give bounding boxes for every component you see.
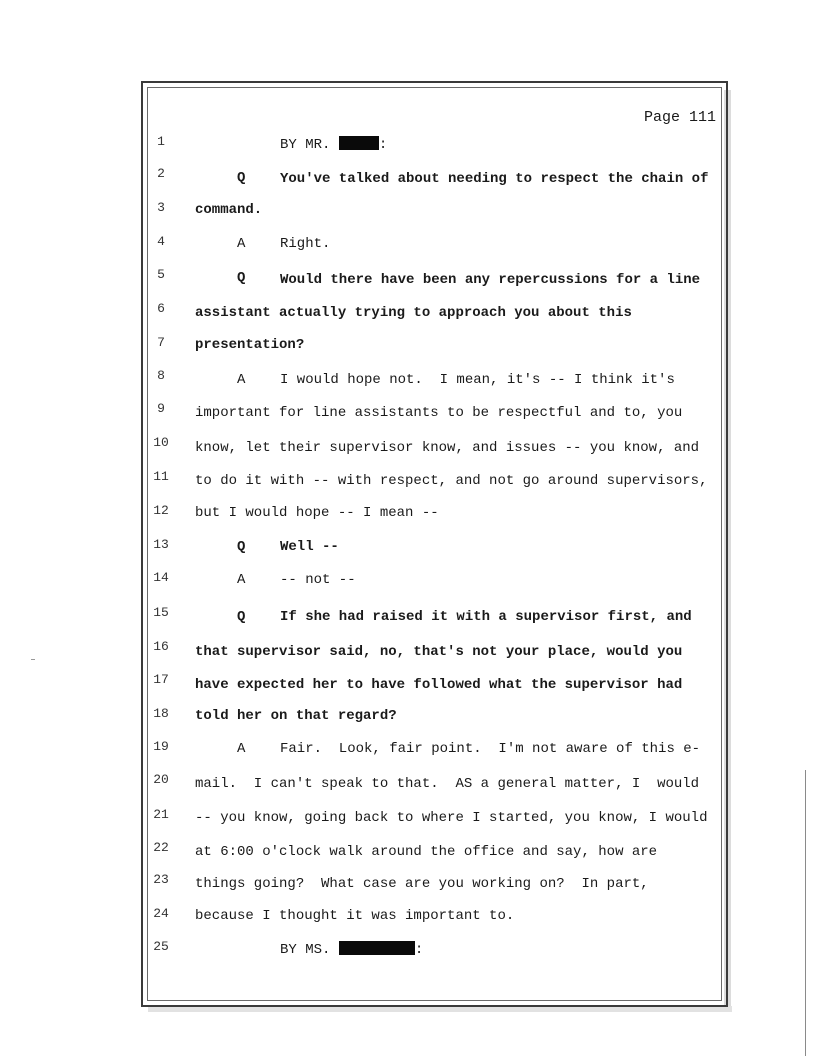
line-number: 12 <box>153 503 169 518</box>
line-number: 13 <box>153 537 169 552</box>
transcript-line: but I would hope -- I mean -- <box>195 505 439 521</box>
transcript-line: mail. I can't speak to that. AS a general matter, I would <box>195 776 700 792</box>
line-suffix: : <box>378 137 388 153</box>
speaker-label: A <box>237 236 246 252</box>
transcript-line: Would there have been any repercussions for a line <box>280 272 701 288</box>
line-number: 3 <box>157 200 165 215</box>
line-number: 22 <box>153 840 169 855</box>
line-number: 16 <box>153 639 169 654</box>
line-suffix: : <box>414 942 424 958</box>
line-number: 20 <box>153 772 169 787</box>
transcript-line: important for line assistants to be respectful and to, you <box>195 405 683 421</box>
transcript-line: that supervisor said, no, that's not your place, would you <box>195 644 683 660</box>
transcript-line: to do it with -- with respect, and not go around supervisors, <box>195 473 708 489</box>
transcript-line: presentation? <box>195 337 305 353</box>
line-number: 17 <box>153 672 169 687</box>
transcript-line: -- not -- <box>280 572 356 588</box>
line-number: 2 <box>157 166 165 181</box>
stray-mark <box>31 659 35 660</box>
line-number: 19 <box>153 739 169 754</box>
line-number: 24 <box>153 906 169 921</box>
transcript-line: I would hope not. I mean, it's -- I think it's <box>280 372 675 388</box>
transcript-line <box>280 941 423 958</box>
speaker-label: Q <box>237 170 246 186</box>
transcript-line: -- you know, going back to where I started, you know, I would <box>195 810 708 826</box>
line-number: 4 <box>157 234 165 249</box>
speaker-label: Q <box>237 270 246 286</box>
line-text: BY MS. <box>280 942 339 958</box>
transcript-line: know, let their supervisor know, and issues -- you know, and <box>195 440 700 456</box>
line-number: 5 <box>157 267 165 282</box>
line-number: 6 <box>157 301 165 316</box>
margin-rule <box>805 770 806 1056</box>
transcript-line: Fair. Look, fair point. I'm not aware of this e- <box>280 741 701 757</box>
redaction-bar <box>339 136 379 150</box>
line-number: 7 <box>157 335 165 350</box>
transcript-line: assistant actually trying to approach you about this <box>195 305 632 321</box>
line-number: 11 <box>153 469 169 484</box>
page-frame-inner <box>147 87 722 1001</box>
transcript-line: Right. <box>280 236 331 252</box>
transcript-line: have expected her to have followed what the supervisor had <box>195 677 683 693</box>
transcript-line: You've talked about needing to respect the chain of <box>280 171 709 187</box>
transcript-line: at 6:00 o'clock walk around the office and say, how are <box>195 844 658 860</box>
line-number: 15 <box>153 605 169 620</box>
transcript-line <box>280 136 387 153</box>
line-text: BY MR. <box>280 137 339 153</box>
line-number: 21 <box>153 807 169 822</box>
speaker-label: Q <box>237 609 246 625</box>
transcript-line: things going? What case are you working on? In part, <box>195 876 649 892</box>
speaker-label: A <box>237 572 246 588</box>
line-number: 10 <box>153 435 169 450</box>
transcript-line: Well -- <box>280 539 339 555</box>
transcript-line: If she had raised it with a supervisor first, and <box>280 609 692 625</box>
line-number: 8 <box>157 368 165 383</box>
line-number: 18 <box>153 706 169 721</box>
speaker-label: A <box>237 372 246 388</box>
speaker-label: A <box>237 741 246 757</box>
transcript-line: command. <box>195 202 263 218</box>
speaker-label: Q <box>237 539 246 555</box>
line-number: 9 <box>157 401 165 416</box>
transcript-line: because I thought it was important to. <box>195 908 515 924</box>
line-number: 14 <box>153 570 169 585</box>
redaction-bar <box>339 941 415 955</box>
line-number: 23 <box>153 872 169 887</box>
line-number: 1 <box>157 134 165 149</box>
page-number: Page 111 <box>643 109 716 126</box>
transcript-line: told her on that regard? <box>195 708 397 724</box>
line-number: 25 <box>153 939 169 954</box>
